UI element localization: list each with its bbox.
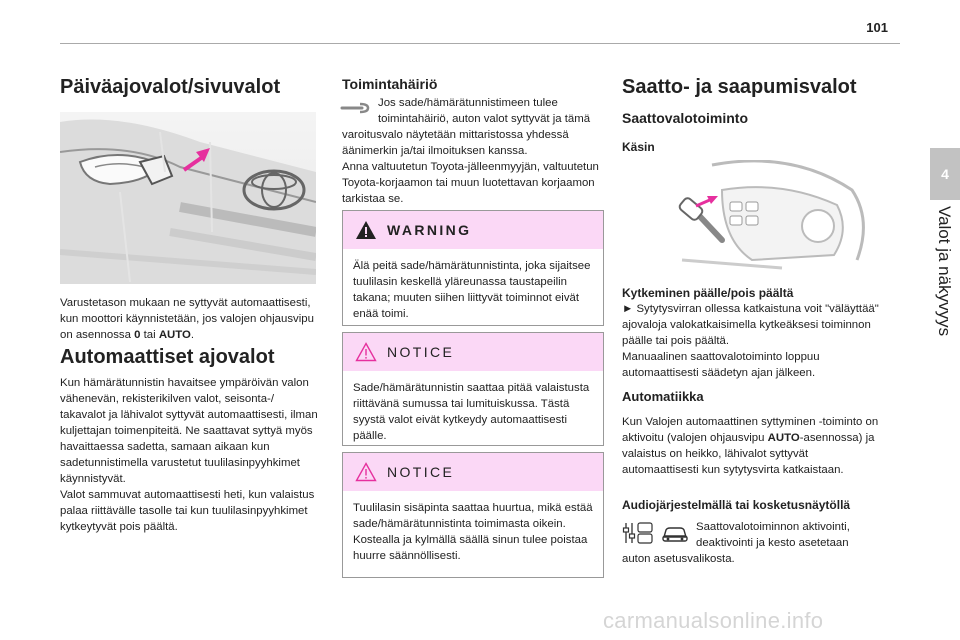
para-malfunction-service: Anna valtuutetun Toyota-jälleenmyyjän, valtuutetun Toyota-korjaamon tai muun luotettavan korjaamon tarkistaa se.	[342, 161, 599, 205]
settings-menu-icon	[622, 520, 656, 546]
notice-text-2b: Kostealla ja kylmällä säällä sinun tulee poistaa huurre säännöllisesti.	[353, 534, 588, 562]
car-front-illustration	[60, 112, 316, 284]
notice-triangle-icon	[355, 462, 377, 482]
heading-daytime-lights: Päiväajovalot/sivuvalot	[60, 76, 281, 98]
notice-box-1	[342, 332, 604, 446]
chapter-tab[interactable]: 4	[930, 148, 960, 200]
chapter-title	[928, 206, 960, 366]
steering-stalk-svg	[622, 160, 878, 278]
para-lights-off: Valot sammuvat automaattisesti heti, kun valaistus palaa riittävälle tasolle tai kun tuulilasinpyyhkimet kytkeytyvät pois päältä.	[60, 489, 315, 533]
subheading-guide-lighting: Saattovalotoiminto	[622, 110, 749, 126]
notice-text-1: Sade/hämärätunnistin saattaa pitää valaistusta riittävänä sumussa tai lumituiskussa. Tästä syystä valot eivät kytkeydy automaattisesti päälle.	[353, 382, 590, 442]
notice-label-2: NOTICE	[387, 464, 455, 480]
warning-label: WARNING	[387, 222, 472, 238]
para-settings-menu-cont: auton asetusvalikosta.	[622, 553, 735, 565]
heading-auto-headlights: Automaattiset ajovalot	[60, 346, 275, 368]
warning-box	[342, 210, 604, 326]
header-rule	[60, 43, 900, 44]
page-number: 101	[866, 20, 888, 35]
warning-header	[343, 211, 603, 249]
para-manual-ends: Manuaalinen saattovalotoiminto loppuu automaattisesti säädetyn ajan jälkeen.	[622, 351, 820, 379]
subheading-automatic: Automatiikka	[622, 389, 704, 404]
heading-guide-me-home: Saatto- ja saapumisvalot	[622, 76, 857, 98]
para-settings-menu: Saattovalotoiminnon aktivointi, deaktivointi ja kesto asetetaan	[696, 521, 850, 549]
car-settings-icon	[660, 524, 690, 544]
notice-label-1: NOTICE	[387, 344, 455, 360]
subheading-on-off: Kytkeminen päälle/pois päältä	[622, 286, 794, 300]
notice-text-2	[343, 491, 603, 564]
warning-text: Älä peitä sade/hämärätunnistinta, joka sijaitsee tuulilasin keskellä yläreunassa taustapeilin takana; muuten siihen liittyvät toiminnot eivät enää toimi.	[353, 260, 591, 320]
chapter-title-text: Valot ja näkyvyys	[935, 206, 954, 337]
notice-triangle-icon	[355, 342, 377, 362]
watermark: carmanualsonline.info	[603, 608, 824, 633]
subheading-manual: Käsin	[622, 140, 655, 154]
subheading-audio-touchscreen: Audiojärjestelmällä tai kosketusnäytöllä	[622, 498, 851, 512]
notice-header-1	[343, 333, 603, 371]
notice-text-2a: Tuulilasin sisäpinta saattaa huurtua, mikä estää sade/hämärätunnistinta toimimasta oikein.	[353, 502, 593, 530]
notice-header-2	[343, 453, 603, 491]
steering-stalk-illustration	[622, 160, 878, 278]
para-auto-headlights: Kun hämärätunnistin havaitsee ympäröivän valon vähenevän, rekisterikilven valot, seisonta-/ takavalot ja lähivalot syttyvät automaattisesti, ilman kuljettajan toimenpiteitä. Ne saattavat syttyä myös havaittaessa sadetta, samaan aikaan kun sadetunnistimella varustetut tuulilasinpyyhkimet käynnistyvät.	[60, 377, 318, 485]
car-front-svg	[60, 112, 316, 284]
warning-triangle-icon	[355, 220, 377, 240]
para-malfunction: Jos sade/hämärätunnistimeen tulee toimintahäiriö, auton valot syttyvät ja tämä varoitusvalo näytetään mittaristossa yhdessä äänimerkin ja/tai ilmoituksen kanssa.	[342, 97, 591, 157]
para-flash-headlights: ► Sytytysvirran ollessa katkaistuna voit "väläyttää" ajovaloja valokatkaisimella kytkeäksesi toiminnon päälle tai pois päältä.	[622, 303, 879, 347]
notice-box-2	[342, 452, 604, 578]
para-automatic: Kun Valojen automaattinen syttyminen -toiminto on aktivoitu (valojen ohjausvipu AUTO-asennossa) ja valaistus on heikko, lähivalot syttyvät automaattisesti kun sytytysvirta katkaistaan.	[622, 416, 879, 476]
para-daytime-lights: Varustetason mukaan ne syttyvät automaattisesti, kun moottori käynnistetään, jos valojen ohjausvipu on asennossa 0 tai AUTO.	[60, 297, 314, 341]
heading-malfunction: Toimintahäiriö	[342, 76, 438, 92]
